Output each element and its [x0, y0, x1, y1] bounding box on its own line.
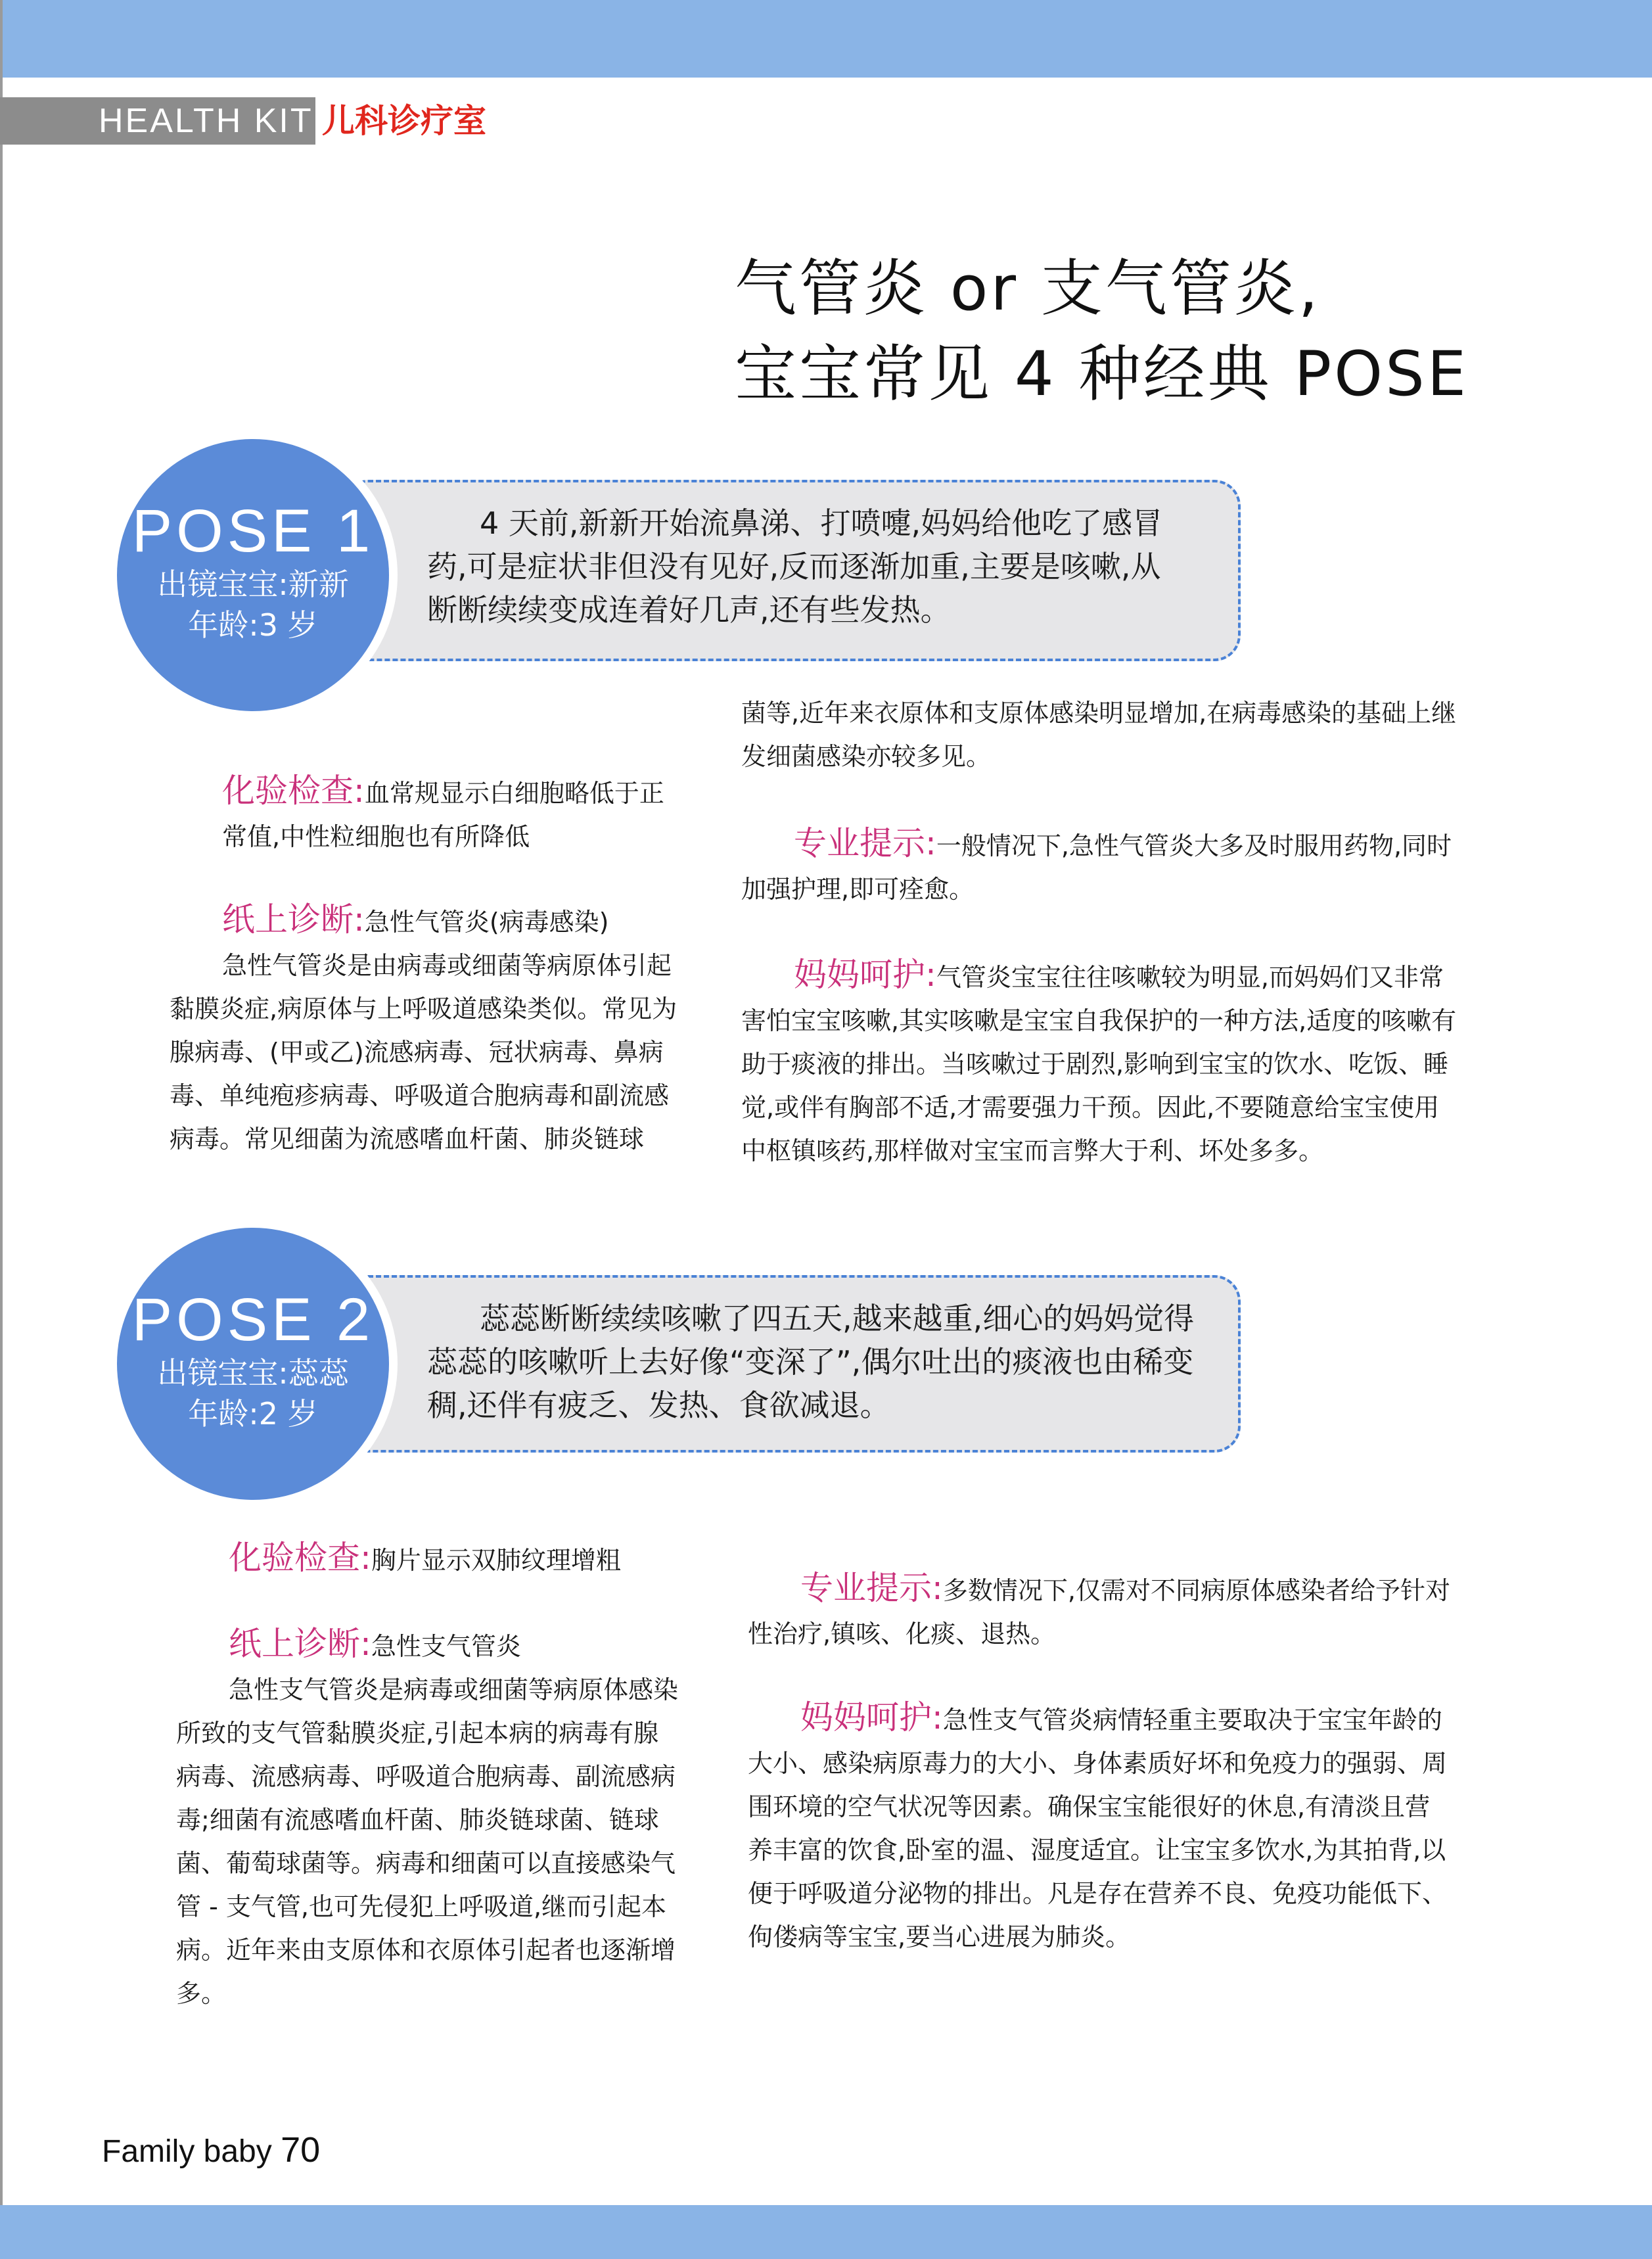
health-kit-label: HEALTH KIT [99, 102, 313, 140]
pose2-lab-text: 胸片显示双肺纹理增粗 [371, 1546, 621, 1575]
pose2-story-text: 蕊蕊断断续续咳嗽了四五天,越来越重,细心的妈妈觉得蕊蕊的咳嗽听上去好像“变深了”,偶尔吐出的痰液也由稀变稠,还伴有疲乏、发热、食欲减退。 [427, 1301, 1195, 1423]
pose2-tip-text: 多数情况下,仅需对不同病原体感染者给予针对性治疗,镇咳、化痰、退热。 [748, 1576, 1450, 1648]
page-number: 70 [281, 2130, 321, 2170]
pose1-baby-age: 年龄:3 岁 [188, 607, 318, 643]
pose2-tip-label: 专业提示: [800, 1569, 943, 1607]
top-color-band [0, 0, 1652, 78]
pose2-diag-body: 急性支气管炎是病毒或细菌等病原体感染所致的支气管黏膜炎症,引起本病的病毒有腺病毒、流感病毒、呼吸道合胞病毒、副流感病毒;细菌有流感嗜血杆菌、肺炎链球菌、链球菌、葡萄球菌等。病毒和细菌可以直接感染气管 - 支气管,也可先侵犯上呼吸道,继而引起本病。近年来由支原体和衣原体引起者也逐渐增多。 [176, 1675, 679, 2008]
left-margin-rule [0, 0, 3, 2259]
pose1-lab-text: 血常规显示白细胞略低于正常值,中性粒细胞也有所降低 [222, 779, 664, 851]
pose1-diag-continued: 菌等,近年来衣原体和支原体感染明显增加,在病毒感染的基础上继发细菌感染亦较多见。 [741, 699, 1457, 771]
pose2-diag-text: 急性支气管炎 [371, 1632, 521, 1661]
pose2-baby-name: 出镜宝宝:蕊蕊 [157, 1355, 349, 1391]
pose2-lab-label: 化验检查: [229, 1539, 371, 1577]
pose1-tip-label: 专业提示: [794, 824, 936, 862]
pose1-care-text: 气管炎宝宝往往咳嗽较为明显,而妈妈们又非常害怕宝宝咳嗽,其实咳嗽是宝宝自我保护的一种方法,适度的咳嗽有助于痰液的排出。当咳嗽过于剧烈,影响到宝宝的饮水、吃饭、睡觉,或伴有胸部不适,才需要强力干预。因此,不要随意给宝宝使用中枢镇咳药,那样做对宝宝而言弊大于利、坏处多多。 [741, 963, 1457, 1165]
pose1-care-label: 妈妈呵护: [794, 956, 936, 994]
pose2-baby-age: 年龄:2 岁 [188, 1396, 318, 1432]
pose1-diag-label: 纸上诊断: [222, 900, 365, 939]
pose1-tip-text: 一般情况下,急性气管炎大多及时服用药物,同时加强护理,即可痊愈。 [741, 831, 1452, 904]
pose1-story-text: 4 天前,新新开始流鼻涕、打喷嚏,妈妈给他吃了感冒药,可是症状非但没有见好,反而逐渐加重,主要是咳嗽,从断断续续变成连着好几声,还有些发热。 [427, 505, 1163, 628]
article-title-line1: 气管炎 or 支气管炎, [735, 253, 1321, 325]
pose1-care [741, 953, 1457, 1173]
pose2-diag-label: 纸上诊断: [229, 1625, 371, 1663]
bottom-color-band [0, 2205, 1652, 2259]
section-title: 儿科诊疗室 [322, 102, 486, 140]
pose2-diagnosis [176, 1622, 682, 2015]
magazine-name: Family baby [102, 2134, 272, 2169]
article-title-line2: 宝宝常见 4 种经典 POSE [735, 338, 1469, 410]
pose2-lab [176, 1536, 682, 1582]
page-footer [102, 2130, 320, 2170]
pose2-label: POSE 2 [131, 1286, 375, 1353]
pose2-tip [748, 1566, 1454, 1656]
pose2-care-text: 急性支气管炎病情轻重主要取决于宝宝年龄的大小、感染病原毒力的大小、身体素质好坏和免疫力的强弱、周围环境的空气状况等因素。确保宝宝能很好的休息,有清淡且营养丰富的饮食,卧室的温、湿度适宜。让宝宝多饮水,为其拍背,以便于呼吸道分泌物的排出。凡是存在营养不良、免疫功能低下、佝偻病等宝宝,要当心进展为肺炎。 [748, 1706, 1448, 1951]
pose1-lab [170, 769, 689, 858]
pose1-lab-label: 化验检查: [222, 772, 365, 810]
pose1-badge-inner [117, 439, 389, 711]
pose2-care [748, 1696, 1454, 1959]
pose2-care-label: 妈妈呵护: [800, 1698, 943, 1736]
pose2-badge-inner [117, 1228, 389, 1500]
pose1-label: POSE 1 [131, 498, 375, 565]
pose1-diag-text: 急性气管炎(病毒感染) [364, 908, 609, 937]
pose1-tip [741, 822, 1457, 911]
pose1-diag-body: 急性气管炎是由病毒或细菌等病原体引起黏膜炎症,病原体与上呼吸道感染类似。常见为腺病毒、(甲或乙)流感病毒、冠状病毒、鼻病毒、单纯疱疹病毒、呼吸道合胞病毒和副流感病毒。常见细菌为流感嗜血杆菌、肺炎链球 [170, 951, 677, 1153]
pose1-baby-name: 出镜宝宝:新新 [157, 567, 349, 602]
pose1-diagnosis [170, 898, 689, 1161]
